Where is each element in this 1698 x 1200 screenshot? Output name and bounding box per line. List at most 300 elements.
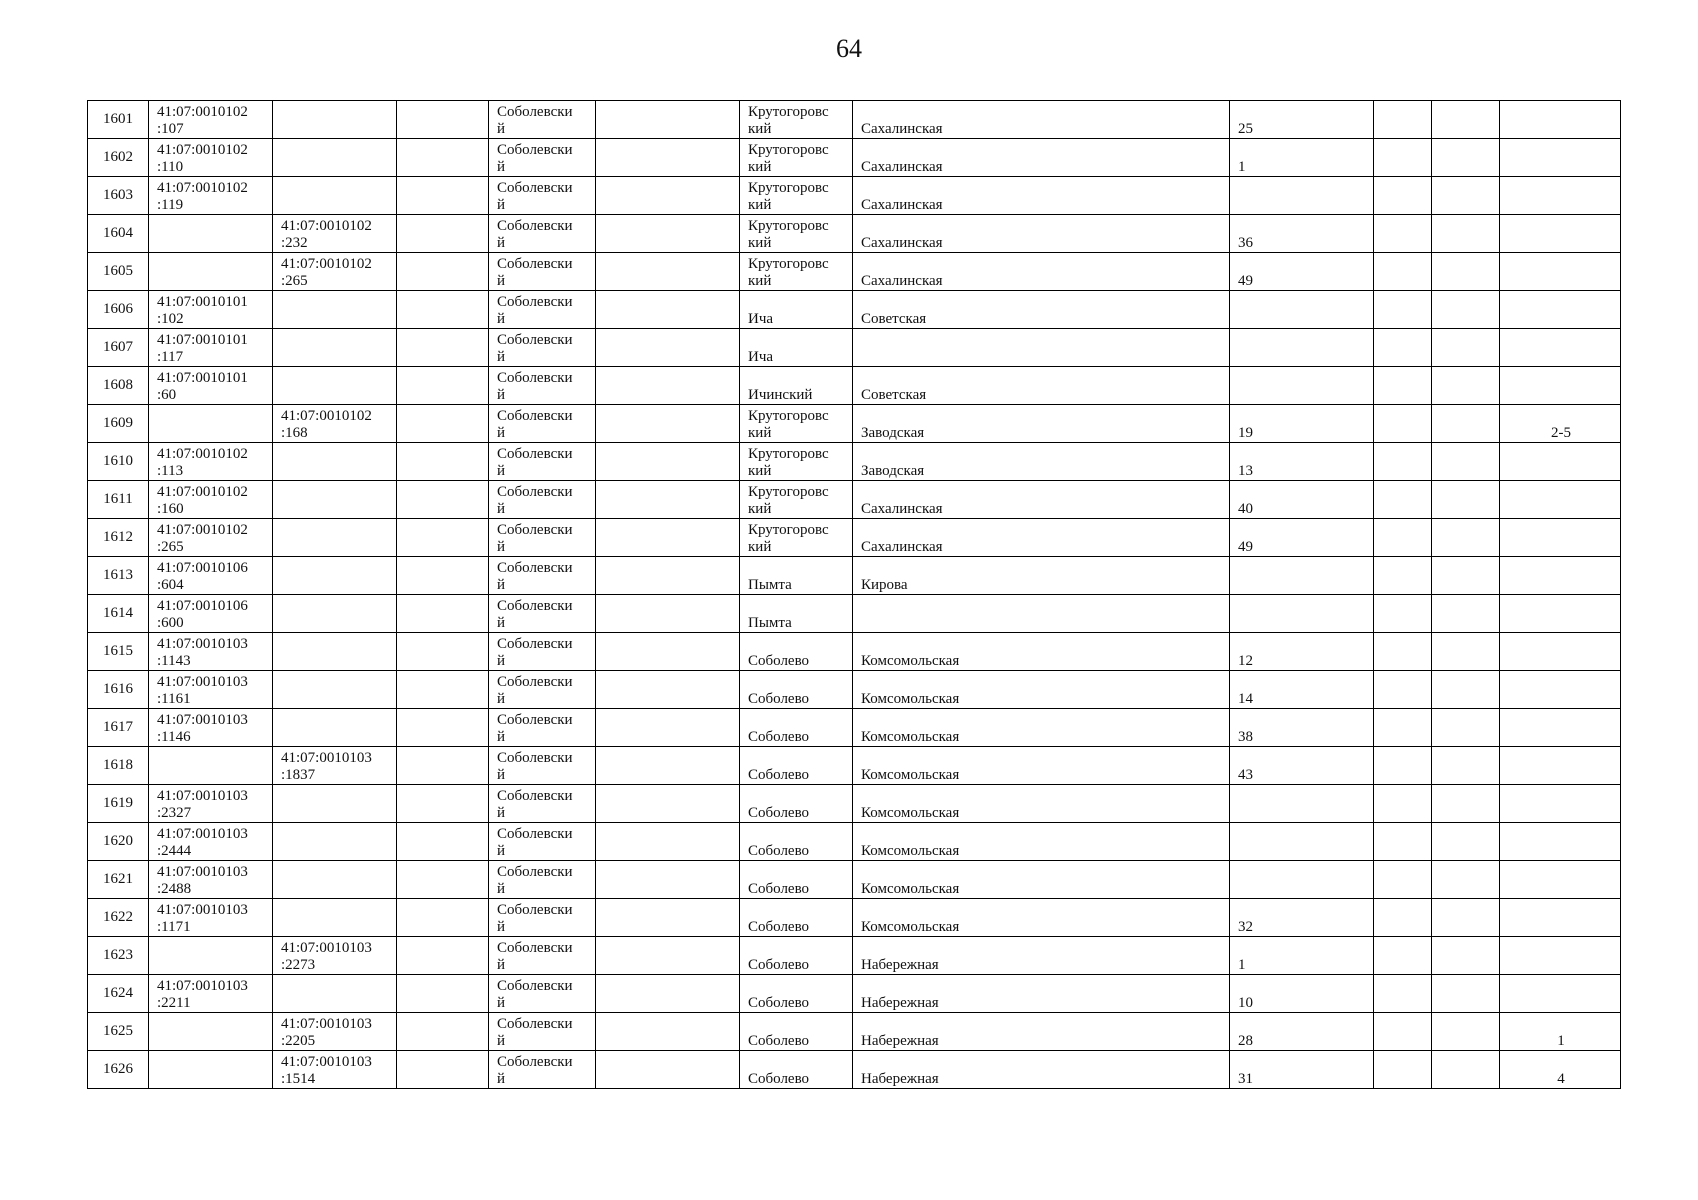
cadastral-land-cell: 41:07:0010103 :2211 — [149, 975, 273, 1013]
row-number-cell: 1601 — [88, 101, 149, 139]
house-number-cell: 13 — [1230, 443, 1374, 481]
cadastral-land-cell: 41:07:0010102 :160 — [149, 481, 273, 519]
cadastral-land-cell: 41:07:0010102 :110 — [149, 139, 273, 177]
address-registry-table — [87, 100, 1621, 1089]
flat-number-cell — [1500, 747, 1621, 785]
empty-cell — [1374, 443, 1432, 481]
house-number-cell — [1230, 557, 1374, 595]
settlement-cell: Соболево — [740, 975, 853, 1013]
table-row — [88, 291, 1621, 329]
cadastral-building-cell: 41:07:0010103 :2273 — [273, 937, 397, 975]
table-row — [88, 1051, 1621, 1089]
empty-cell — [596, 519, 740, 557]
cadastral-building-cell — [273, 177, 397, 215]
street-cell: Сахалинская — [853, 215, 1230, 253]
empty-cell — [397, 633, 489, 671]
table-row — [88, 709, 1621, 747]
table-row — [88, 367, 1621, 405]
empty-cell — [1432, 101, 1500, 139]
empty-cell — [1374, 215, 1432, 253]
empty-cell — [1432, 405, 1500, 443]
street-cell: Комсомольская — [853, 899, 1230, 937]
district-cell: Соболевски й — [489, 671, 596, 709]
empty-cell — [596, 937, 740, 975]
cadastral-land-cell: 41:07:0010102 :265 — [149, 519, 273, 557]
empty-cell — [397, 101, 489, 139]
empty-cell — [1374, 519, 1432, 557]
settlement-cell: Соболево — [740, 709, 853, 747]
street-cell: Комсомольская — [853, 709, 1230, 747]
row-number-cell: 1615 — [88, 633, 149, 671]
empty-cell — [596, 481, 740, 519]
cadastral-land-cell: 41:07:0010106 :604 — [149, 557, 273, 595]
row-number-cell: 1603 — [88, 177, 149, 215]
row-number-cell: 1602 — [88, 139, 149, 177]
empty-cell — [596, 367, 740, 405]
empty-cell — [1432, 139, 1500, 177]
empty-cell — [1374, 557, 1432, 595]
district-cell: Соболевски й — [489, 937, 596, 975]
empty-cell — [397, 215, 489, 253]
empty-cell — [1432, 253, 1500, 291]
cadastral-building-cell — [273, 367, 397, 405]
empty-cell — [596, 405, 740, 443]
empty-cell — [397, 1051, 489, 1089]
cadastral-land-cell — [149, 1051, 273, 1089]
district-cell: Соболевски й — [489, 975, 596, 1013]
flat-number-cell: 4 — [1500, 1051, 1621, 1089]
settlement-cell: Соболево — [740, 785, 853, 823]
house-number-cell — [1230, 595, 1374, 633]
empty-cell — [1432, 633, 1500, 671]
cadastral-building-cell — [273, 101, 397, 139]
row-number-cell: 1616 — [88, 671, 149, 709]
settlement-cell: Соболево — [740, 861, 853, 899]
row-number-cell: 1610 — [88, 443, 149, 481]
district-cell: Соболевски й — [489, 861, 596, 899]
cadastral-building-cell — [273, 975, 397, 1013]
empty-cell — [1432, 595, 1500, 633]
empty-cell — [596, 253, 740, 291]
house-number-cell: 1 — [1230, 937, 1374, 975]
empty-cell — [1374, 785, 1432, 823]
empty-cell — [1374, 1051, 1432, 1089]
table-row — [88, 215, 1621, 253]
district-cell: Соболевски й — [489, 633, 596, 671]
row-number-cell: 1613 — [88, 557, 149, 595]
empty-cell — [1432, 785, 1500, 823]
street-cell: Сахалинская — [853, 101, 1230, 139]
flat-number-cell — [1500, 519, 1621, 557]
empty-cell — [1374, 595, 1432, 633]
house-number-cell: 25 — [1230, 101, 1374, 139]
street-cell: Набережная — [853, 975, 1230, 1013]
empty-cell — [1374, 367, 1432, 405]
settlement-cell: Крутогоровс кий — [740, 101, 853, 139]
district-cell: Соболевски й — [489, 1013, 596, 1051]
cadastral-land-cell: 41:07:0010102 :119 — [149, 177, 273, 215]
row-number-cell: 1620 — [88, 823, 149, 861]
registry-body — [88, 101, 1621, 1089]
row-number-cell: 1622 — [88, 899, 149, 937]
district-cell: Соболевски й — [489, 291, 596, 329]
empty-cell — [397, 329, 489, 367]
settlement-cell: Крутогоровс кий — [740, 139, 853, 177]
street-cell: Комсомольская — [853, 633, 1230, 671]
empty-cell — [1374, 177, 1432, 215]
empty-cell — [596, 101, 740, 139]
cadastral-building-cell: 41:07:0010103 :1837 — [273, 747, 397, 785]
empty-cell — [397, 595, 489, 633]
house-number-cell — [1230, 861, 1374, 899]
flat-number-cell — [1500, 671, 1621, 709]
cadastral-land-cell: 41:07:0010103 :1171 — [149, 899, 273, 937]
empty-cell — [1374, 1013, 1432, 1051]
empty-cell — [1432, 481, 1500, 519]
empty-cell — [1374, 253, 1432, 291]
table-row — [88, 899, 1621, 937]
table-row — [88, 329, 1621, 367]
cadastral-building-cell — [273, 899, 397, 937]
cadastral-land-cell: 41:07:0010103 :1161 — [149, 671, 273, 709]
settlement-cell: Крутогоровс кий — [740, 215, 853, 253]
house-number-cell — [1230, 823, 1374, 861]
cadastral-land-cell — [149, 253, 273, 291]
cadastral-building-cell — [273, 823, 397, 861]
empty-cell — [397, 519, 489, 557]
settlement-cell: Крутогоровс кий — [740, 405, 853, 443]
district-cell: Соболевски й — [489, 557, 596, 595]
empty-cell — [1374, 823, 1432, 861]
district-cell: Соболевски й — [489, 367, 596, 405]
row-number-cell: 1617 — [88, 709, 149, 747]
flat-number-cell — [1500, 633, 1621, 671]
flat-number-cell — [1500, 785, 1621, 823]
district-cell: Соболевски й — [489, 595, 596, 633]
street-cell: Комсомольская — [853, 823, 1230, 861]
street-cell: Заводская — [853, 405, 1230, 443]
cadastral-building-cell — [273, 291, 397, 329]
empty-cell — [1432, 937, 1500, 975]
empty-cell — [397, 557, 489, 595]
district-cell: Соболевски й — [489, 215, 596, 253]
table-row — [88, 785, 1621, 823]
settlement-cell: Соболево — [740, 747, 853, 785]
empty-cell — [596, 557, 740, 595]
settlement-cell: Пымта — [740, 557, 853, 595]
empty-cell — [1432, 899, 1500, 937]
street-cell: Сахалинская — [853, 177, 1230, 215]
empty-cell — [397, 443, 489, 481]
table-row — [88, 671, 1621, 709]
empty-cell — [1432, 975, 1500, 1013]
empty-cell — [1374, 633, 1432, 671]
street-cell: Сахалинская — [853, 139, 1230, 177]
empty-cell — [1374, 139, 1432, 177]
empty-cell — [596, 595, 740, 633]
empty-cell — [397, 1013, 489, 1051]
cadastral-land-cell: 41:07:0010103 :2444 — [149, 823, 273, 861]
empty-cell — [397, 899, 489, 937]
empty-cell — [596, 291, 740, 329]
settlement-cell: Ичинский — [740, 367, 853, 405]
empty-cell — [397, 139, 489, 177]
empty-cell — [397, 481, 489, 519]
table-row — [88, 633, 1621, 671]
row-number-cell: 1606 — [88, 291, 149, 329]
house-number-cell: 43 — [1230, 747, 1374, 785]
empty-cell — [1374, 899, 1432, 937]
street-cell: Набережная — [853, 1013, 1230, 1051]
empty-cell — [397, 823, 489, 861]
empty-cell — [596, 1051, 740, 1089]
empty-cell — [1432, 443, 1500, 481]
empty-cell — [397, 253, 489, 291]
district-cell: Соболевски й — [489, 253, 596, 291]
cadastral-building-cell: 41:07:0010103 :2205 — [273, 1013, 397, 1051]
cadastral-land-cell — [149, 937, 273, 975]
settlement-cell: Соболево — [740, 937, 853, 975]
table-row — [88, 975, 1621, 1013]
house-number-cell: 31 — [1230, 1051, 1374, 1089]
flat-number-cell — [1500, 139, 1621, 177]
cadastral-building-cell — [273, 329, 397, 367]
table-row — [88, 519, 1621, 557]
empty-cell — [397, 861, 489, 899]
empty-cell — [1374, 861, 1432, 899]
cadastral-building-cell — [273, 519, 397, 557]
empty-cell — [596, 443, 740, 481]
table-row — [88, 557, 1621, 595]
settlement-cell: Ича — [740, 291, 853, 329]
house-number-cell: 10 — [1230, 975, 1374, 1013]
street-cell — [853, 329, 1230, 367]
settlement-cell: Соболево — [740, 1013, 853, 1051]
empty-cell — [596, 747, 740, 785]
table-row — [88, 937, 1621, 975]
flat-number-cell — [1500, 253, 1621, 291]
street-cell: Набережная — [853, 1051, 1230, 1089]
cadastral-building-cell — [273, 633, 397, 671]
house-number-cell — [1230, 329, 1374, 367]
empty-cell — [596, 177, 740, 215]
cadastral-land-cell: 41:07:0010103 :1146 — [149, 709, 273, 747]
flat-number-cell — [1500, 861, 1621, 899]
house-number-cell — [1230, 177, 1374, 215]
empty-cell — [1374, 405, 1432, 443]
house-number-cell: 38 — [1230, 709, 1374, 747]
flat-number-cell — [1500, 177, 1621, 215]
house-number-cell: 40 — [1230, 481, 1374, 519]
empty-cell — [1432, 519, 1500, 557]
district-cell: Соболевски й — [489, 823, 596, 861]
district-cell: Соболевски й — [489, 899, 596, 937]
table-row — [88, 861, 1621, 899]
flat-number-cell — [1500, 595, 1621, 633]
district-cell: Соболевски й — [489, 785, 596, 823]
district-cell: Соболевски й — [489, 1051, 596, 1089]
flat-number-cell — [1500, 481, 1621, 519]
empty-cell — [1432, 329, 1500, 367]
empty-cell — [596, 899, 740, 937]
empty-cell — [397, 405, 489, 443]
row-number-cell: 1626 — [88, 1051, 149, 1089]
settlement-cell: Крутогоровс кий — [740, 177, 853, 215]
street-cell: Комсомольская — [853, 747, 1230, 785]
empty-cell — [596, 1013, 740, 1051]
street-cell: Набережная — [853, 937, 1230, 975]
table-row — [88, 405, 1621, 443]
table-row — [88, 823, 1621, 861]
empty-cell — [1374, 329, 1432, 367]
empty-cell — [1374, 481, 1432, 519]
cadastral-land-cell: 41:07:0010102 :107 — [149, 101, 273, 139]
cadastral-building-cell — [273, 671, 397, 709]
house-number-cell: 28 — [1230, 1013, 1374, 1051]
cadastral-land-cell — [149, 215, 273, 253]
street-cell: Сахалинская — [853, 481, 1230, 519]
settlement-cell: Соболево — [740, 1051, 853, 1089]
district-cell: Соболевски й — [489, 519, 596, 557]
empty-cell — [397, 747, 489, 785]
empty-cell — [596, 671, 740, 709]
house-number-cell — [1230, 291, 1374, 329]
row-number-cell: 1625 — [88, 1013, 149, 1051]
flat-number-cell — [1500, 899, 1621, 937]
cadastral-land-cell — [149, 1013, 273, 1051]
flat-number-cell — [1500, 443, 1621, 481]
empty-cell — [397, 975, 489, 1013]
flat-number-cell — [1500, 557, 1621, 595]
empty-cell — [596, 709, 740, 747]
flat-number-cell — [1500, 329, 1621, 367]
empty-cell — [596, 633, 740, 671]
row-number-cell: 1621 — [88, 861, 149, 899]
empty-cell — [397, 177, 489, 215]
empty-cell — [1374, 747, 1432, 785]
empty-cell — [596, 861, 740, 899]
empty-cell — [1432, 557, 1500, 595]
flat-number-cell — [1500, 101, 1621, 139]
district-cell: Соболевски й — [489, 747, 596, 785]
flat-number-cell — [1500, 975, 1621, 1013]
empty-cell — [1432, 215, 1500, 253]
row-number-cell: 1607 — [88, 329, 149, 367]
table-row — [88, 747, 1621, 785]
settlement-cell: Соболево — [740, 899, 853, 937]
empty-cell — [596, 975, 740, 1013]
empty-cell — [397, 671, 489, 709]
street-cell: Советская — [853, 367, 1230, 405]
flat-number-cell — [1500, 367, 1621, 405]
empty-cell — [1432, 671, 1500, 709]
settlement-cell: Крутогоровс кий — [740, 481, 853, 519]
cadastral-land-cell: 41:07:0010101 :117 — [149, 329, 273, 367]
flat-number-cell — [1500, 937, 1621, 975]
page-number: 64 — [836, 34, 862, 63]
table-row — [88, 253, 1621, 291]
house-number-cell: 1 — [1230, 139, 1374, 177]
district-cell: Соболевски й — [489, 101, 596, 139]
cadastral-land-cell: 41:07:0010103 :2327 — [149, 785, 273, 823]
street-cell — [853, 595, 1230, 633]
table-row — [88, 177, 1621, 215]
empty-cell — [1374, 101, 1432, 139]
cadastral-land-cell: 41:07:0010103 :2488 — [149, 861, 273, 899]
cadastral-land-cell — [149, 405, 273, 443]
empty-cell — [1374, 671, 1432, 709]
house-number-cell: 14 — [1230, 671, 1374, 709]
table-row — [88, 443, 1621, 481]
street-cell: Комсомольская — [853, 671, 1230, 709]
row-number-cell: 1614 — [88, 595, 149, 633]
district-cell: Соболевски й — [489, 443, 596, 481]
table-row — [88, 1013, 1621, 1051]
cadastral-building-cell: 41:07:0010102 :265 — [273, 253, 397, 291]
flat-number-cell: 1 — [1500, 1013, 1621, 1051]
row-number-cell: 1624 — [88, 975, 149, 1013]
district-cell: Соболевски й — [489, 329, 596, 367]
cadastral-land-cell: 41:07:0010102 :113 — [149, 443, 273, 481]
empty-cell — [1374, 291, 1432, 329]
house-number-cell: 32 — [1230, 899, 1374, 937]
empty-cell — [397, 785, 489, 823]
empty-cell — [596, 329, 740, 367]
cadastral-building-cell — [273, 595, 397, 633]
empty-cell — [397, 291, 489, 329]
street-cell: Заводская — [853, 443, 1230, 481]
house-number-cell — [1230, 785, 1374, 823]
cadastral-building-cell: 41:07:0010103 :1514 — [273, 1051, 397, 1089]
flat-number-cell — [1500, 215, 1621, 253]
empty-cell — [397, 709, 489, 747]
street-cell: Комсомольская — [853, 861, 1230, 899]
empty-cell — [596, 823, 740, 861]
street-cell: Советская — [853, 291, 1230, 329]
street-cell: Сахалинская — [853, 253, 1230, 291]
row-number-cell: 1618 — [88, 747, 149, 785]
street-cell: Сахалинская — [853, 519, 1230, 557]
house-number-cell: 19 — [1230, 405, 1374, 443]
flat-number-cell — [1500, 709, 1621, 747]
empty-cell — [1432, 709, 1500, 747]
empty-cell — [397, 367, 489, 405]
cadastral-building-cell — [273, 481, 397, 519]
table-row — [88, 101, 1621, 139]
empty-cell — [1432, 1013, 1500, 1051]
row-number-cell: 1611 — [88, 481, 149, 519]
house-number-cell: 49 — [1230, 519, 1374, 557]
cadastral-land-cell: 41:07:0010101 :102 — [149, 291, 273, 329]
cadastral-building-cell — [273, 861, 397, 899]
house-number-cell: 49 — [1230, 253, 1374, 291]
district-cell: Соболевски й — [489, 481, 596, 519]
house-number-cell — [1230, 367, 1374, 405]
empty-cell — [1374, 937, 1432, 975]
empty-cell — [596, 785, 740, 823]
row-number-cell: 1612 — [88, 519, 149, 557]
settlement-cell: Соболево — [740, 823, 853, 861]
empty-cell — [1432, 1051, 1500, 1089]
empty-cell — [1374, 975, 1432, 1013]
empty-cell — [1432, 291, 1500, 329]
flat-number-cell — [1500, 823, 1621, 861]
cadastral-building-cell — [273, 139, 397, 177]
settlement-cell: Крутогоровс кий — [740, 443, 853, 481]
settlement-cell: Крутогоровс кий — [740, 253, 853, 291]
settlement-cell: Крутогоровс кий — [740, 519, 853, 557]
empty-cell — [1432, 367, 1500, 405]
